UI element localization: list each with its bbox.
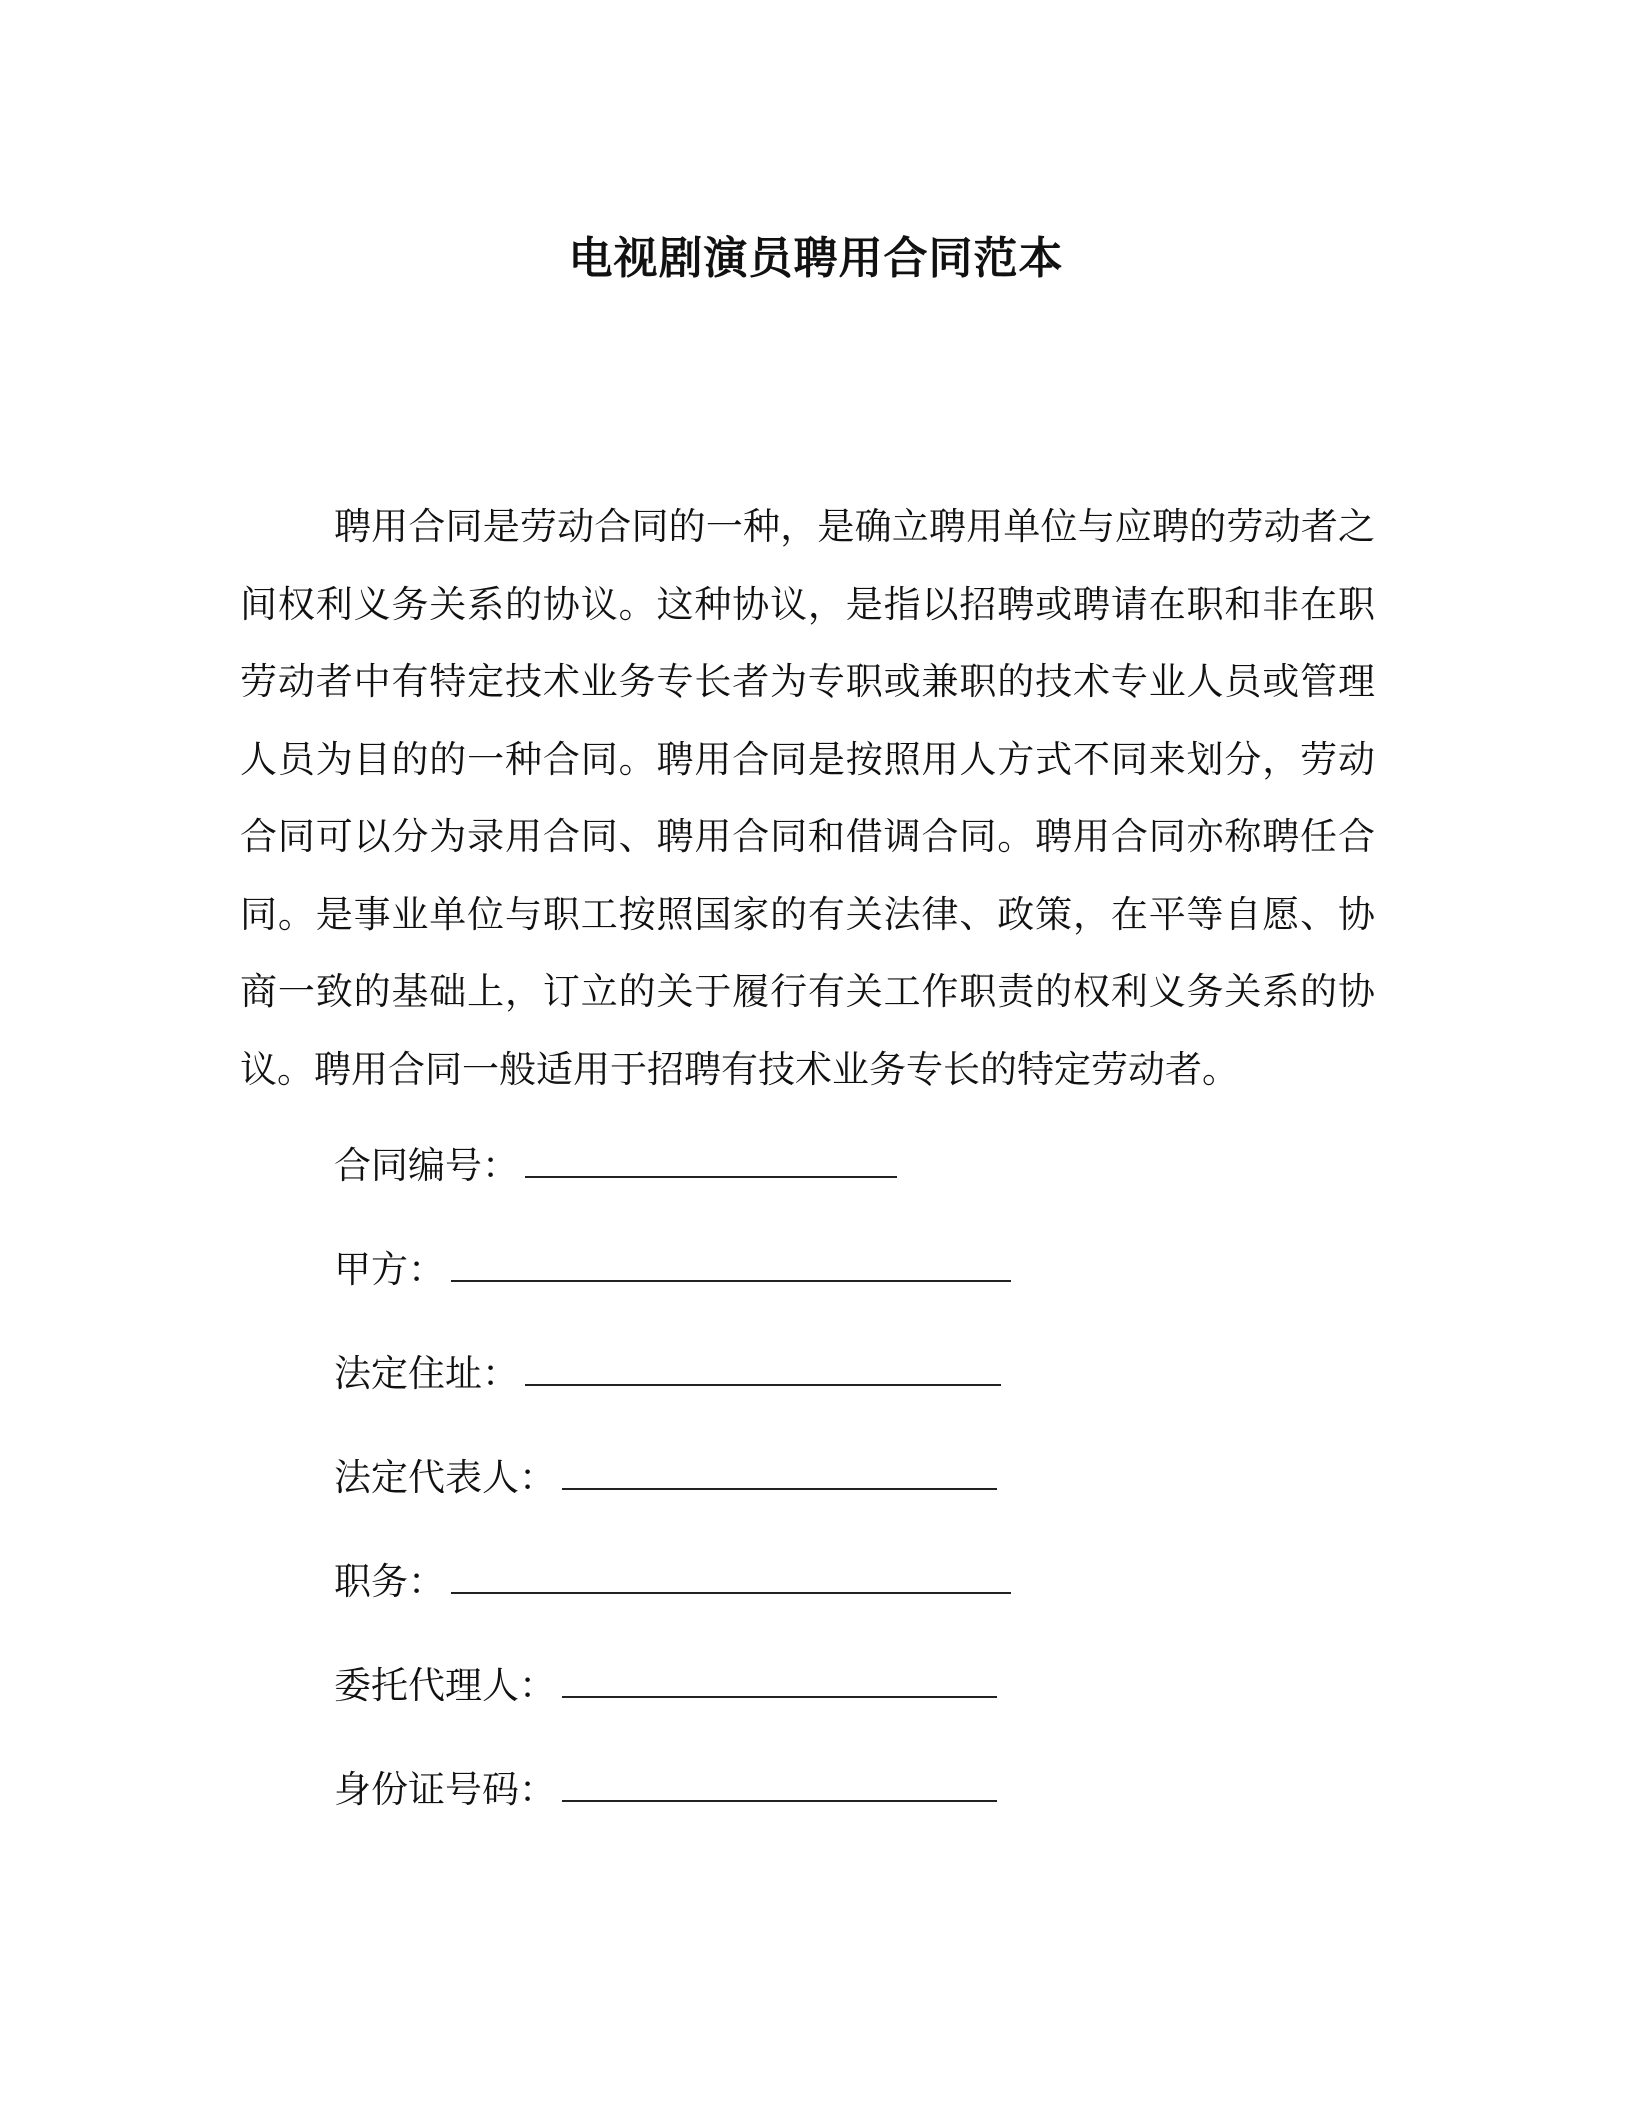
fill-line	[525, 1146, 897, 1178]
field-label: 法定住址：	[334, 1352, 519, 1395]
contract-fields	[334, 1126, 1234, 1854]
fill-line	[562, 1458, 997, 1490]
fill-line	[451, 1250, 1011, 1282]
field-label: 法定代表人：	[334, 1456, 556, 1499]
fill-line	[562, 1770, 997, 1802]
field-party-a	[334, 1230, 1234, 1334]
field-authorized-agent	[334, 1646, 1234, 1750]
fill-line	[451, 1562, 1011, 1594]
field-legal-address	[334, 1334, 1234, 1438]
field-label: 身份证号码：	[334, 1768, 556, 1811]
field-label: 职务：	[334, 1560, 445, 1603]
field-id-number	[334, 1750, 1234, 1854]
intro-paragraph: 聘用合同是劳动合同的一种，是确立聘用单位与应聘的劳动者之间权利义务关系的协议。这种协议，是指以招聘或聘请在职和非在职劳动者中有特定技术业务专长者为专职或兼职的技术专业人员或管理人员为目的的一种合同。聘用合同是按照用人方式不同来划分，劳动合同可以分为录用合同、聘用合同和借调合同。聘用合同亦称聘任合同。是事业单位与职工按照国家的有关法律、政策，在平等自愿、协商一致的基础上，订立的关于履行有关工作职责的权利义务关系的协议。聘用合同一般适用于招聘有技术业务专长的特定劳动者。	[240, 505, 1375, 1091]
fill-line	[525, 1354, 1001, 1386]
field-legal-representative	[334, 1438, 1234, 1542]
field-contract-number	[334, 1126, 1234, 1230]
fill-line	[562, 1666, 997, 1698]
field-label: 合同编号：	[334, 1144, 519, 1187]
document-title: 电视剧演员聘用合同范本	[568, 233, 1064, 284]
field-position	[334, 1542, 1234, 1646]
field-label: 委托代理人：	[334, 1664, 556, 1707]
field-label: 甲方：	[334, 1248, 445, 1291]
